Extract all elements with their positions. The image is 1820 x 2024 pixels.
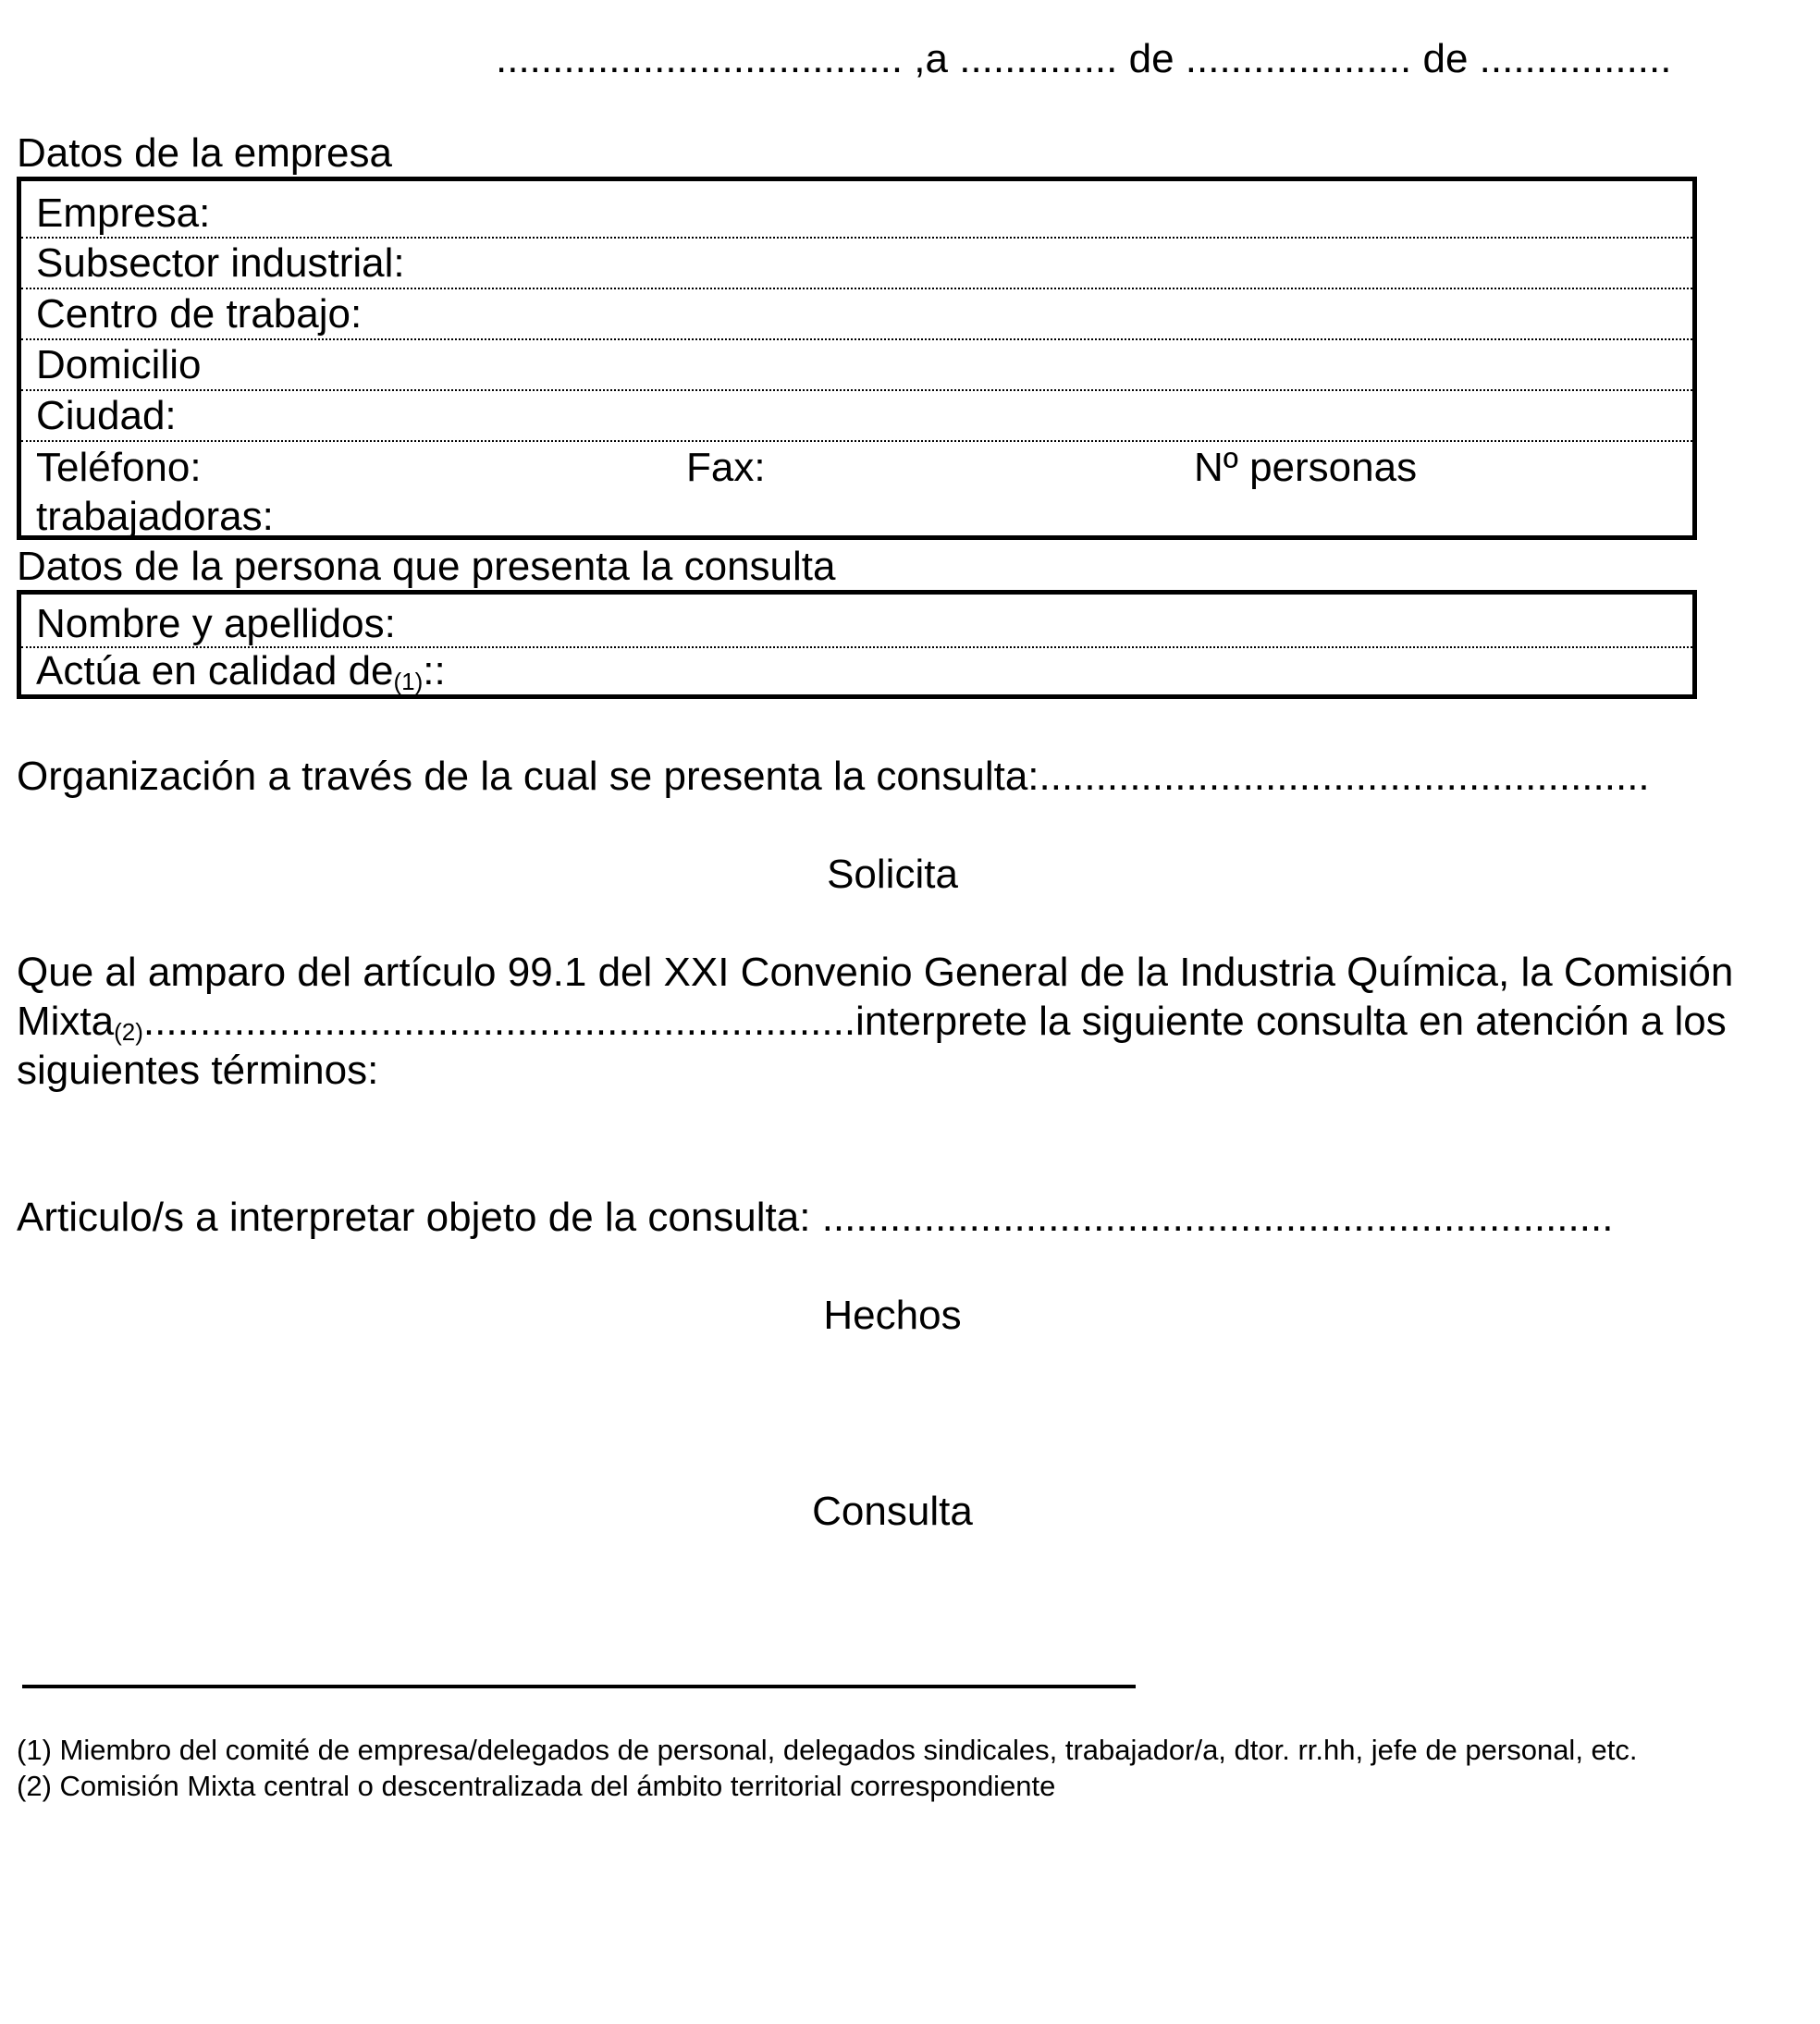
field-calidad-prefix: Actúa en calidad de — [36, 648, 394, 693]
hechos-heading: Hechos — [823, 1293, 962, 1338]
solicita-line-1: Que al amparo del artículo 99.1 del XXI Convenio General de la Industria Química, la Comisión — [17, 950, 1734, 995]
field-nombre-label: Nombre y apellidos: — [36, 601, 396, 646]
company-data-box — [17, 177, 1697, 540]
field-contact-row[interactable] — [21, 440, 1692, 539]
field-empresa-label: Empresa: — [36, 190, 211, 236]
field-ciudad[interactable] — [21, 389, 1692, 442]
field-centro-trabajo-label: Centro de trabajo: — [36, 291, 363, 337]
field-personas-label-cont: trabajadoras: — [36, 494, 274, 539]
solicita-line-2-prefix: Mixta — [17, 999, 115, 1044]
field-personas-label: Nº personas — [1194, 445, 1418, 490]
company-section-title: Datos de la empresa — [17, 130, 392, 176]
field-empresa[interactable] — [21, 181, 1692, 239]
field-nombre[interactable] — [21, 595, 1692, 648]
person-data-box — [17, 590, 1697, 699]
organization-field[interactable]: Organización a través de la cual se presenta la consulta:...................................................... — [17, 754, 1650, 799]
field-calidad-label — [36, 648, 446, 695]
solicita-line-2[interactable] — [17, 1001, 1727, 1044]
field-domicilio-label: Domicilio — [36, 342, 202, 387]
field-domicilio[interactable] — [21, 338, 1692, 391]
field-telefono-label: Teléfono: — [36, 445, 202, 490]
footnote-2: (2) Comisión Mixta central o descentralizada del ámbito territorial correspondiente — [17, 1770, 1056, 1802]
field-fax-label: Fax: — [686, 445, 766, 490]
footnote-ref-1: (1) — [393, 668, 424, 695]
person-section-title: Datos de la persona que presenta la consulta — [17, 544, 836, 589]
solicita-line-2-suffix: ...............................................................interprete la siguiente consulta en atención a los — [142, 999, 1727, 1044]
place-date-line[interactable]: .................................... ,a .............. de .................... de ................. — [496, 36, 1672, 81]
footnote-1: (1) Miembro del comité de empresa/delegados de personal, delegados sindicales, trabajador/a, dtor. rr.hh, jefe de personal, etc. — [17, 1734, 1638, 1766]
solicita-heading: Solicita — [827, 852, 958, 897]
field-ciudad-label: Ciudad: — [36, 393, 177, 438]
consulta-heading: Consulta — [812, 1489, 973, 1534]
footnote-ref-2: (2) — [114, 1018, 143, 1046]
field-calidad[interactable] — [21, 646, 1692, 694]
field-subsector[interactable] — [21, 237, 1692, 289]
articulo-field[interactable]: Articulo/s a interpretar objeto de la consulta: ...................................................................... — [17, 1195, 1614, 1240]
footnote-separator — [22, 1685, 1136, 1688]
field-calidad-suffix: :: — [423, 648, 446, 693]
field-subsector-label: Subsector industrial: — [36, 240, 405, 286]
solicita-line-3: siguientes términos: — [17, 1048, 379, 1093]
field-centro-trabajo[interactable] — [21, 288, 1692, 340]
